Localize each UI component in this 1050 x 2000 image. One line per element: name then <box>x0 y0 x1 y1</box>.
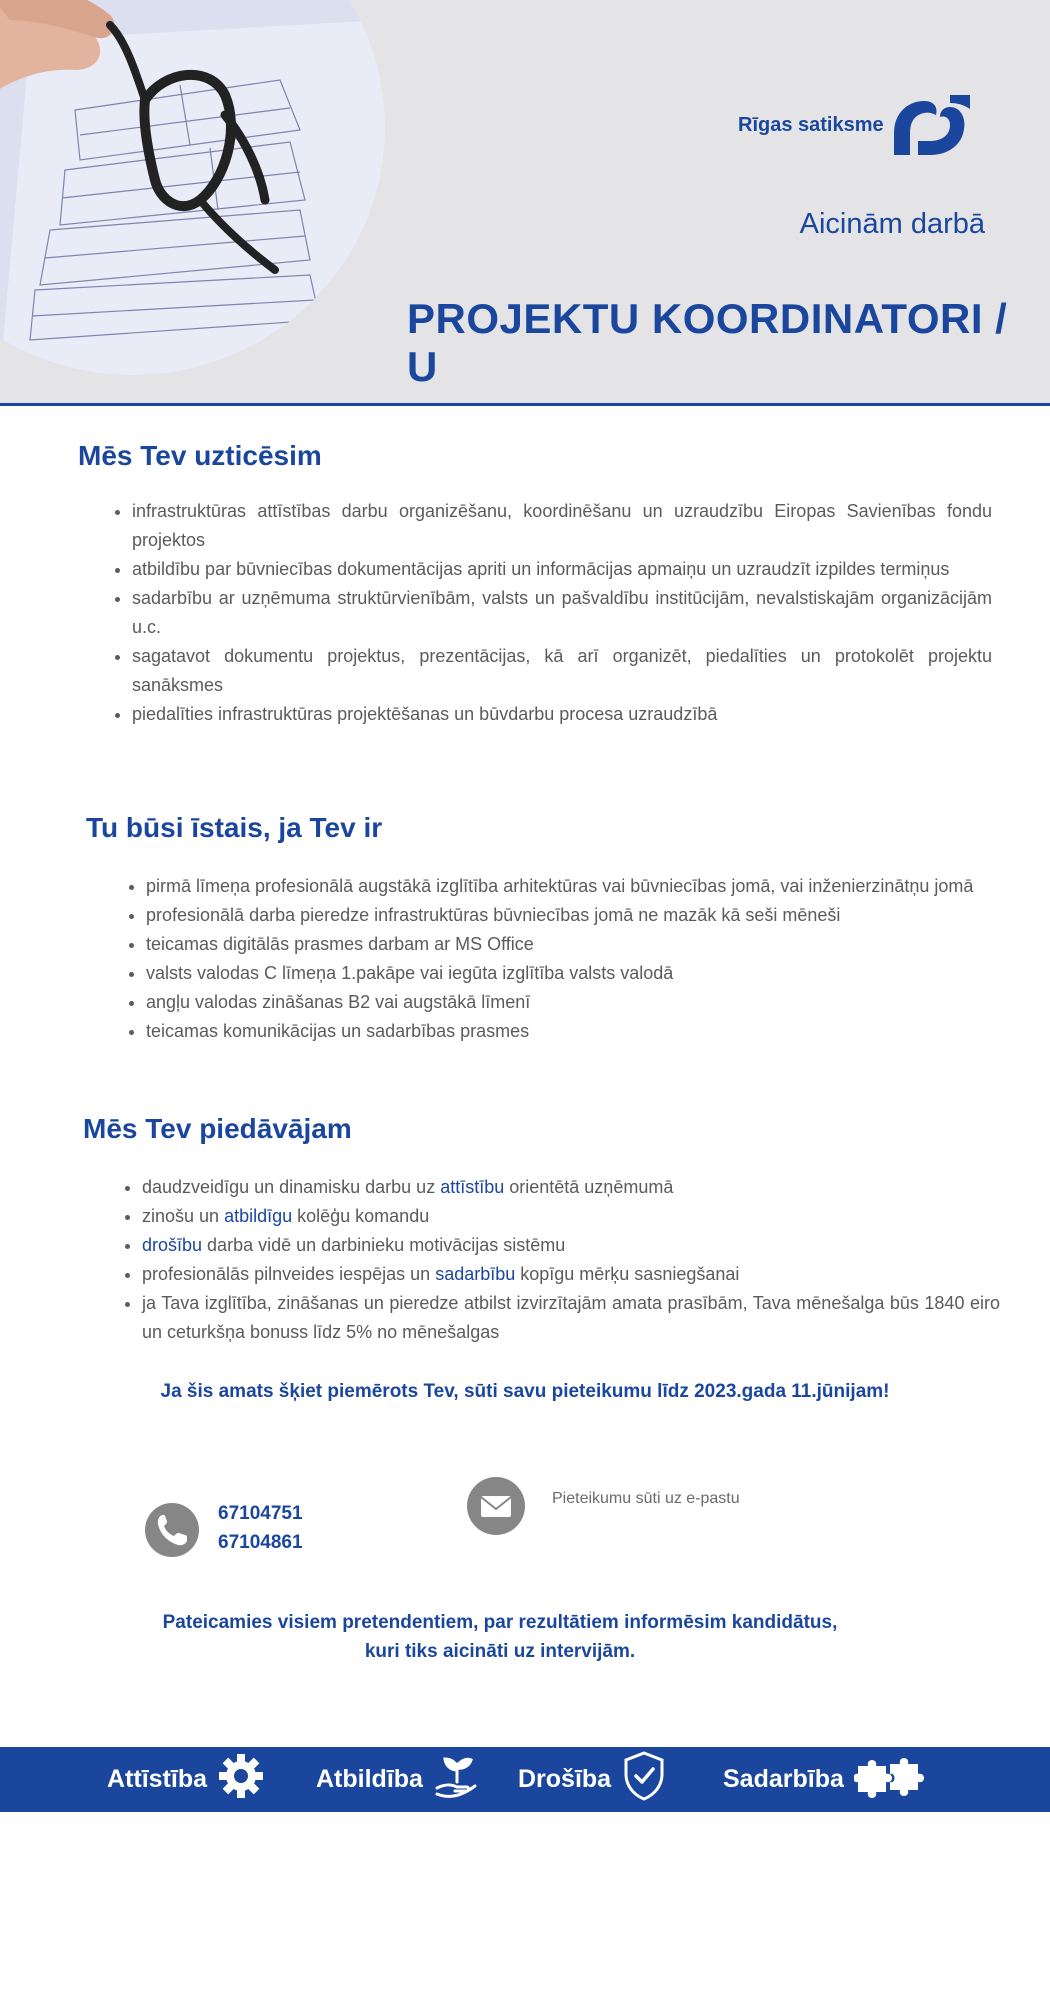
list-item: • atbildību par būvniecības dokumentācijas apriti un informācijas apmaiņu un uzraudzīt izpildes termiņus <box>132 555 992 584</box>
list-item: • sadarbību ar uzņēmuma struktūrvienībām, valsts un pašvaldību institūcijām, nevalstiskajām organizācijām u.c. <box>132 584 992 642</box>
list-item: • profesionālās pilnveides iespējas un sadarbību kopīgu mērķu sasniegšanai <box>142 1260 1000 1289</box>
header-banner <box>0 0 1050 406</box>
company-name: Rīgas satiksme <box>738 114 884 136</box>
list-item: • daudzveidīgu un dinamisku darbu uz attīstību orientētā uzņēmumā <box>142 1173 1000 1202</box>
list-item: • pirmā līmeņa profesionālā augstākā izglītība arhitektūras vai būvniecības jomā, vai inženierzinātņu jomā <box>146 872 1003 901</box>
gear-icon <box>217 1752 265 1807</box>
logo-mark <box>890 93 972 166</box>
responsibilities-list <box>102 497 992 729</box>
thank-you-note <box>0 1608 1000 1666</box>
shield-check-icon <box>621 1750 667 1809</box>
offer-list <box>112 1173 1000 1347</box>
highlight-word: atbildīgu <box>224 1206 293 1226</box>
list-item: • ja Tava izglītība, zināšanas un pieredze atbilst izvirzītajām amata prasībām, Tava mēnešalga būs 1840 eiro un ceturkšņa bonuss līdz 5% no mēnešalgas <box>142 1289 1000 1347</box>
list-item: • zinošu un atbildīgu kolēģu komandu <box>142 1202 1000 1231</box>
values-footer <box>0 1747 1050 1812</box>
phone-number-2[interactable]: 67104861 <box>218 1532 303 1553</box>
phone-numbers <box>218 1499 303 1557</box>
list-item: • piedalīties infrastruktūras projektēšanas un būvdarbu procesa uzraudzībā <box>132 700 992 729</box>
value-attistiba <box>107 1747 265 1812</box>
value-drosiba <box>518 1747 667 1812</box>
list-item: • teicamas digitālās prasmes darbam ar MS Office <box>146 930 1003 959</box>
list-item: • infrastruktūras attīstības darbu organizēšanu, koordinēšanu un uzraudzību Eiropas Savienības fondu projektos <box>132 497 992 555</box>
plant-hand-icon <box>433 1750 479 1809</box>
thank-you-line-2: kuri tiks aicināti uz intervijām. <box>364 1641 636 1662</box>
highlight-word: sadarbību <box>435 1264 516 1284</box>
list-item: • angļu valodas zināšanas B2 vai augstākā līmenī <box>146 988 1003 1017</box>
list-item: • teicamas komunikācijas un sadarbības prasmes <box>146 1017 1003 1046</box>
list-item: • sagatavot dokumentu projektus, prezentācijas, kā arī organizēt, piedalīties un protokolēt projektu sanāksmes <box>132 642 992 700</box>
invite-text: Aicinām darbā <box>799 208 985 240</box>
section-title-requirements: Tu būsi īstais, ja Tev ir <box>86 812 383 843</box>
list-item: • drošību darba vidē un darbinieku motivācijas sistēmu <box>142 1231 1000 1260</box>
value-label: Sadarbība <box>723 1765 844 1793</box>
email-icon <box>467 1477 525 1535</box>
puzzle-icon <box>854 1752 930 1807</box>
section-title-responsibilities: Mēs Tev uzticēsim <box>78 440 322 471</box>
requirements-list <box>116 872 1003 1046</box>
list-item: • valsts valodas C līmeņa 1.pakāpe vai iegūta izglītība valsts valodā <box>146 959 1003 988</box>
position-title: PROJEKTU KOORDINATORI / U <box>407 295 1008 390</box>
hands-glasses-document-photo <box>0 0 385 375</box>
list-item: • profesionālā darba pieredze infrastruktūras būvniecības jomā ne mazāk kā seši mēneši <box>146 901 1003 930</box>
highlight-word: attīstību <box>440 1177 505 1197</box>
application-deadline-text: Ja šis amats šķiet piemērots Tev, sūti savu pieteikumu līdz 2023.gada 11.jūnijam! <box>160 1381 890 1402</box>
email-label: Pieteikumu sūti uz e-pastu <box>552 1490 740 1507</box>
value-sadarbiba <box>723 1747 930 1812</box>
phone-number-1[interactable]: 67104751 <box>218 1503 303 1524</box>
value-atbildiba <box>316 1747 479 1812</box>
thank-you-line-1: Pateicamies visiem pretendentiem, par rezultātiem informēsim kandidātus, <box>162 1612 838 1633</box>
value-label: Atbildība <box>316 1765 423 1793</box>
phone-icon <box>145 1503 199 1557</box>
value-label: Attīstība <box>107 1765 207 1793</box>
value-label: Drošība <box>518 1765 612 1793</box>
highlight-word: drošību <box>142 1235 203 1255</box>
section-title-offer: Mēs Tev piedāvājam <box>83 1113 352 1144</box>
